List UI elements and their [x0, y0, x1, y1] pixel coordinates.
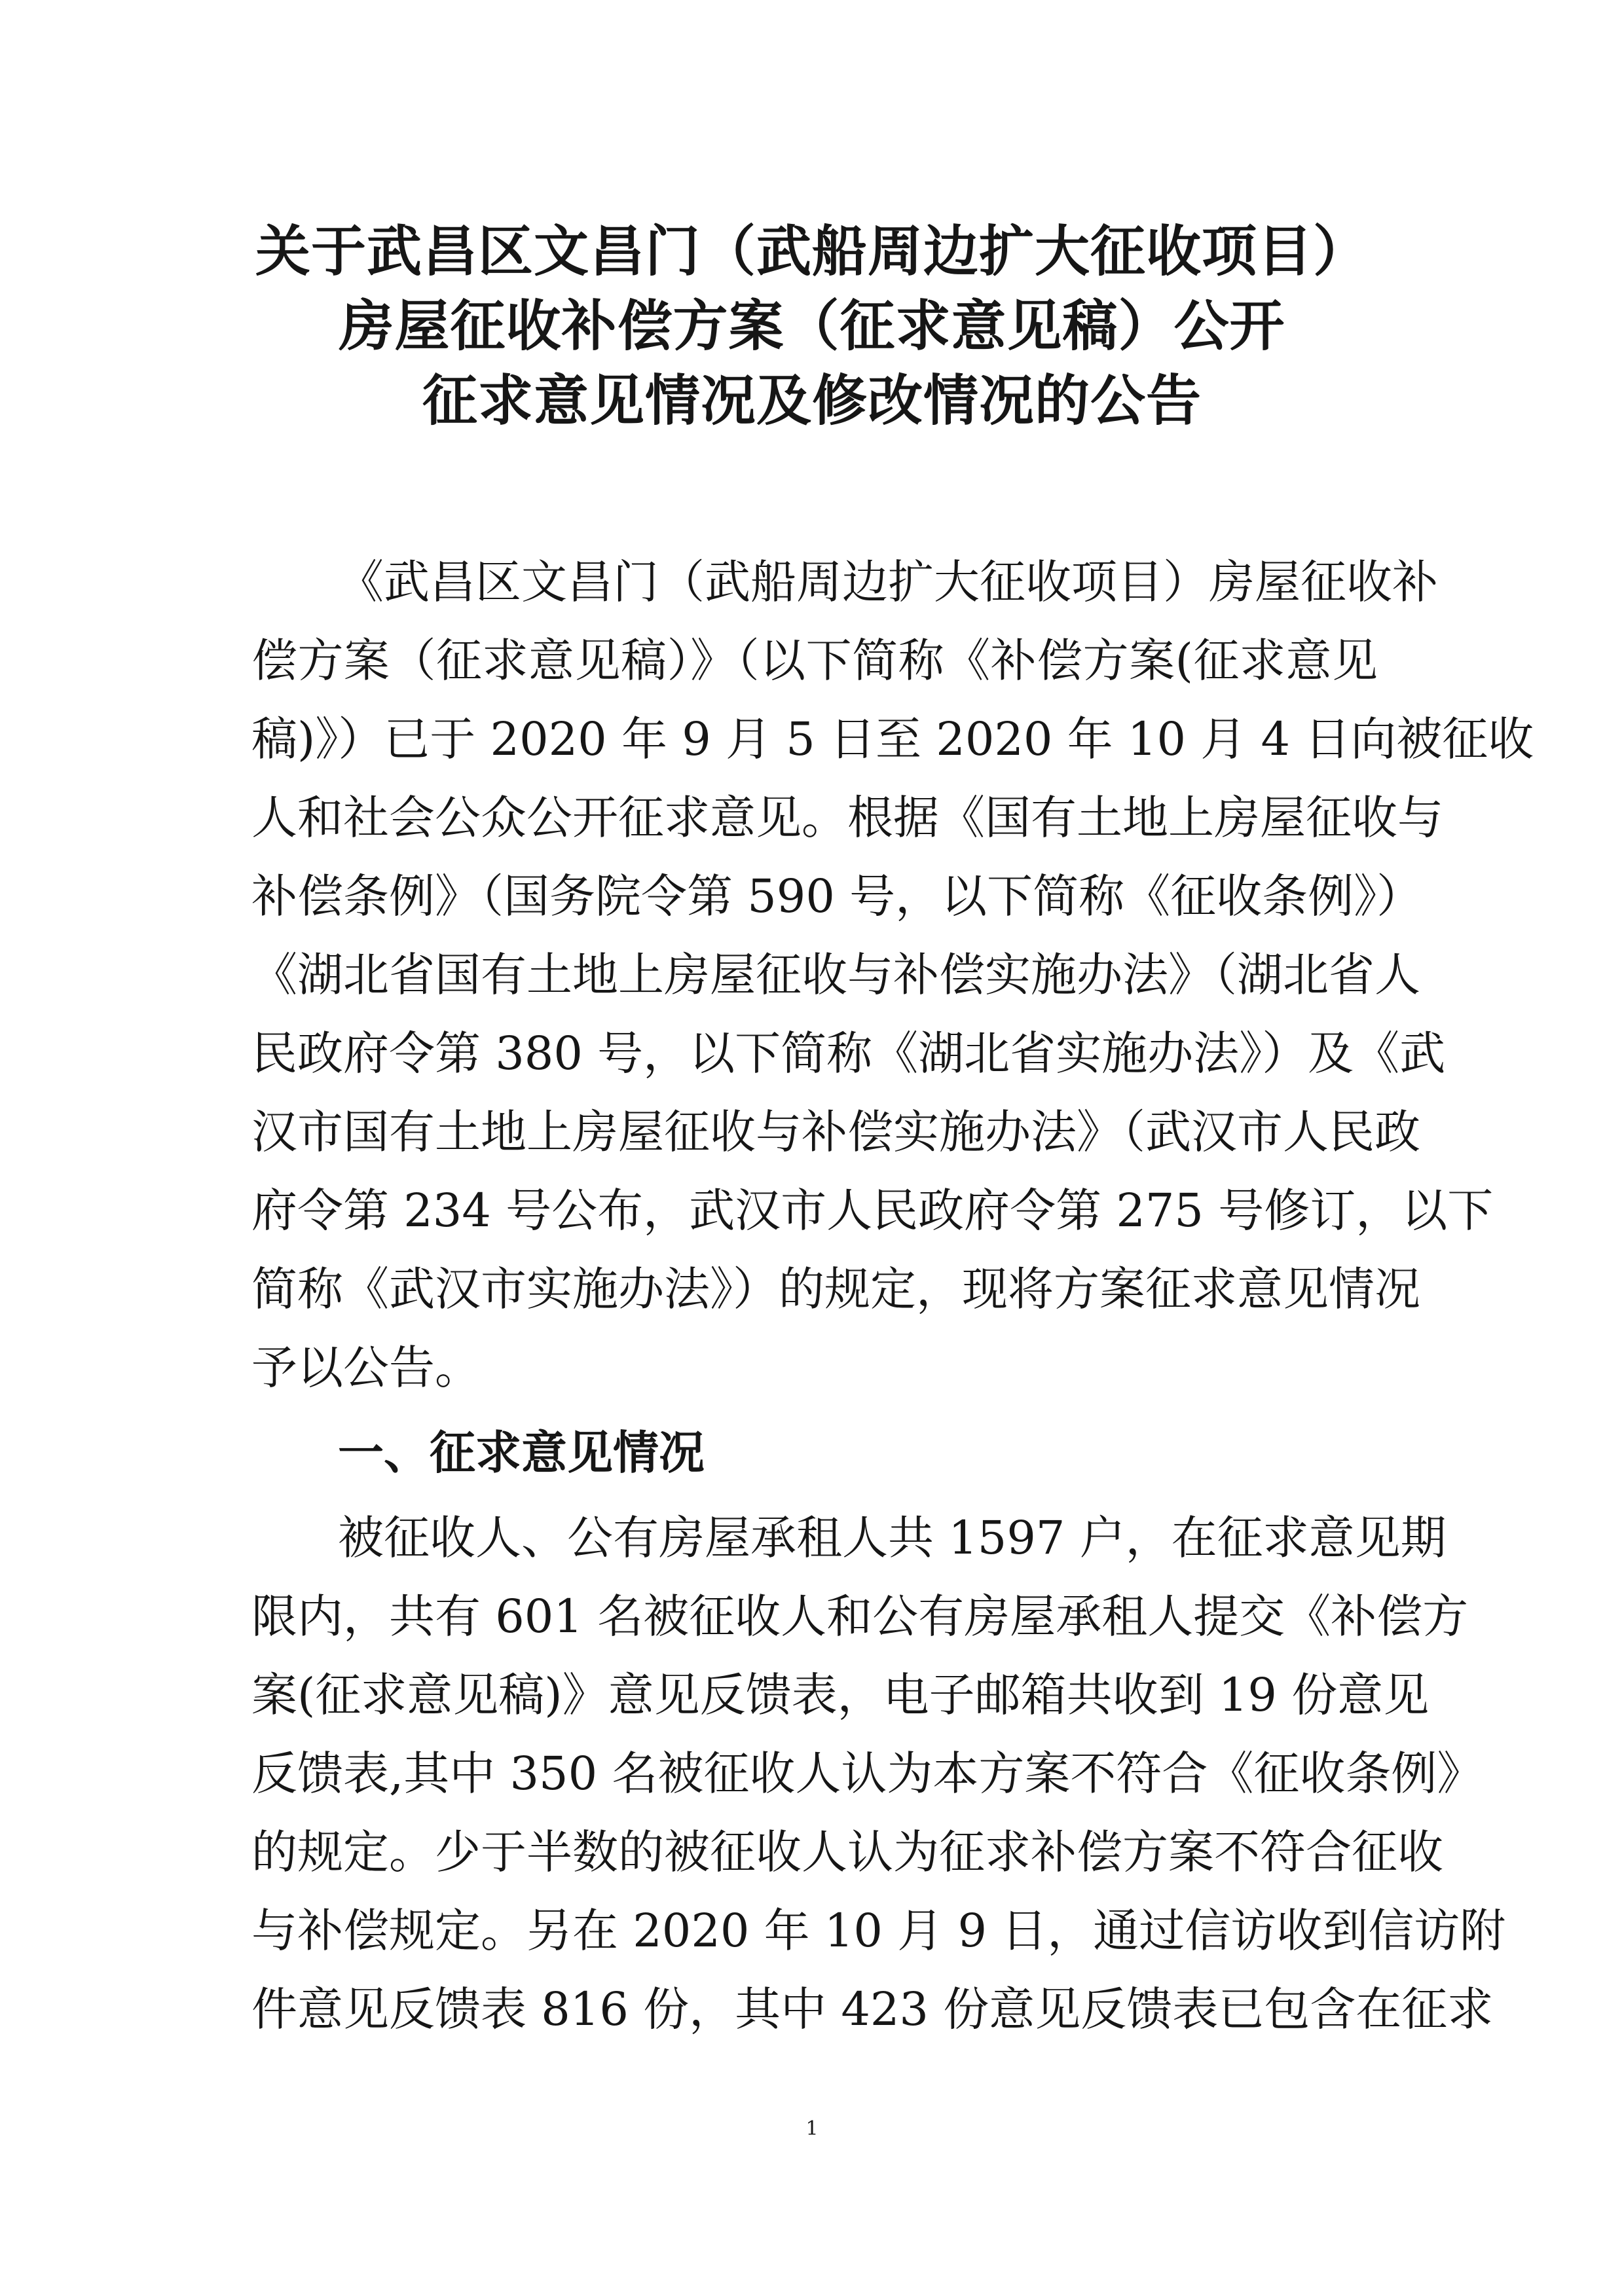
paragraph1-line-7: 民政府令第 380 号，以下简称《湖北省实施办法》）及《武: [251, 1027, 1446, 1080]
paragraph2-line-1: 被征收人、公有房屋承租人共 1597 户，在征求意见期: [338, 1511, 1447, 1565]
paragraph2-line-7: 件意见反馈表 816 份，其中 423 份意见反馈表已包含在征求: [251, 1982, 1494, 2036]
title-line-1: 关于武昌区文昌门（武船周边扩大征收项目）: [255, 219, 1369, 283]
title-line-3: 征求意见情况及修改情况的公告: [422, 369, 1202, 433]
title-line-2: 房屋征收补偿方案（征求意见稿）公开: [339, 294, 1285, 358]
paragraph1-line-5: 补偿条例》（国务院令第 590 号，以下简称《征收条例》）: [251, 869, 1423, 923]
paragraph2-line-5: 的规定。少于半数的被征收人认为征求补偿方案不符合征收: [251, 1825, 1443, 1879]
paragraph1-line-4: 人和社会公众公开征求意见。根据《国有土地上房屋征收与: [251, 791, 1443, 845]
paragraph1-line-11: 予以公告。: [251, 1341, 481, 1394]
page-number: 1: [805, 2117, 819, 2140]
paragraph1-line-1: 《武昌区文昌门（武船周边扩大征收项目）房屋征收补: [338, 555, 1438, 609]
paragraph1-line-3: 稿)》）已于 2020 年 9 月 5 日至 2020 年 10 月 4 日向被征收: [251, 712, 1534, 766]
paragraph1-line-10: 简称《武汉市实施办法》）的规定，现将方案征求意见情况: [251, 1262, 1420, 1316]
section1-heading: 一、征求意见情况: [338, 1426, 705, 1480]
paragraph1-line-8: 汉市国有土地上房屋征收与补偿实施办法》（武汉市人民政: [251, 1105, 1420, 1159]
paragraph2-line-2: 限内，共有 601 名被征收人和公有房屋承租人提交《补偿方: [251, 1590, 1469, 1643]
paragraph1-line-6: 《湖北省国有土地上房屋征收与补偿实施办法》（湖北省人: [251, 948, 1420, 1002]
paragraph2-line-4: 反馈表,其中 350 名被征收人认为本方案不符合《征收条例》: [251, 1747, 1483, 1800]
paragraph2-line-3: 案(征求意见稿)》意见反馈表，电子邮箱共收到 19 份意见: [251, 1668, 1430, 1722]
paragraph1-line-9: 府令第 234 号公布，武汉市人民政府令第 275 号修订，以下: [251, 1184, 1494, 1237]
paragraph1-line-2: 偿方案（征求意见稿）》（以下简称《补偿方案(征求意见: [251, 634, 1378, 687]
paragraph2-line-6: 与补偿规定。另在 2020 年 10 月 9 日，通过信访收到信访附: [251, 1904, 1506, 1958]
